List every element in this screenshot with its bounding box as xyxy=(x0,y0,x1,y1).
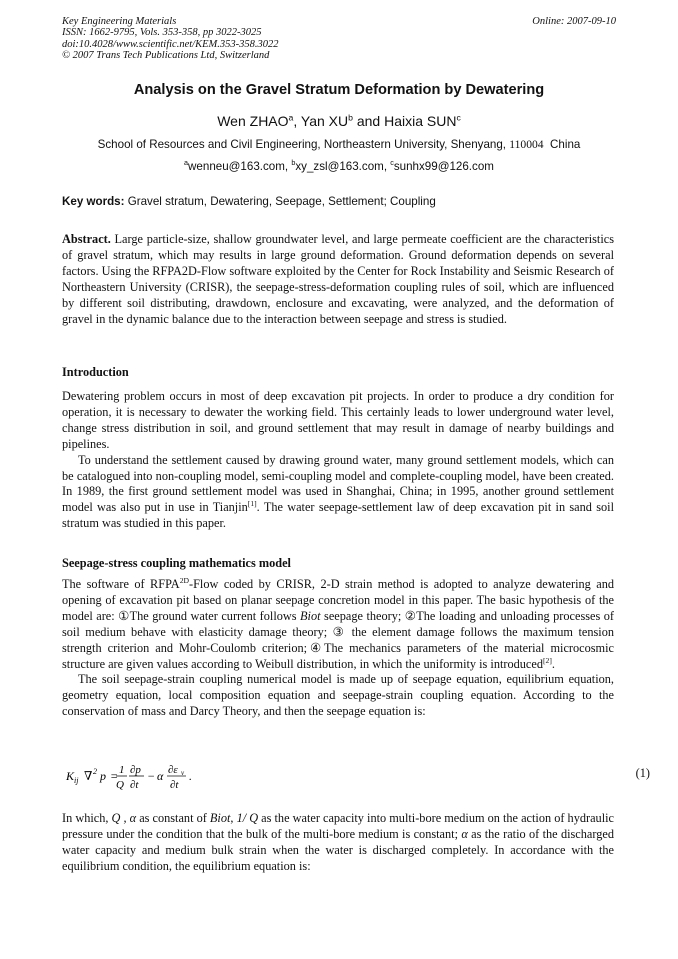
email-address[interactable]: wenneu@163.com xyxy=(188,160,285,173)
paragraph-text: To understand the settlement caused by drawing ground water, many ground settlement models, which can be catalogued into non-coupling model, semi-coupling model and complete-coupling model, have been created. In 1989, the first ground settlement model was used in Shanghai, China; in 1995, another ground settlement model was also put in use in Tianjin xyxy=(62,452,614,515)
author-list xyxy=(62,113,616,129)
paragraph-text: In which, xyxy=(62,811,112,825)
paragraph-text: as the water capacity into multi-bore medium on the action of hydraulic pressure under the condition that the bulk of the multi-bore medium is constant; xyxy=(62,811,614,841)
paragraph-text: as the ratio of the discharged water capacity and medium bulk strain when the water is discharged completely. In accordance with the equilibrium condition, the equilibrium equation is: xyxy=(62,826,614,873)
author-sup: a xyxy=(288,112,294,123)
email-sup: c xyxy=(390,158,394,168)
author-sup: b xyxy=(348,112,353,123)
eq-dot: . xyxy=(186,769,192,783)
affiliation xyxy=(62,138,616,151)
email-sup: b xyxy=(291,158,296,168)
eq-one: 1 xyxy=(119,764,125,776)
eq-minus: − xyxy=(144,769,159,783)
section-heading-seepage: Seepage-stress coupling mathematics model xyxy=(62,556,291,570)
abstract-text: Large particle-size, shallow groundwater level, and large permeate coefficient are the characteristics of gravel stratum, which may results in large ground deformation. Ground deformation depends on several factors. Using the RFPA2D-Flow software exploited by the Center for Rock Instability and Seismic Research of Northeastern University (CRISR), the seepage-stress-deformation coupling rules of soil, which are influenced by different soil distributing, drawdown, enclosure and excavating, were analyzed, and the deformation of gravel in the dynamic balance due to the interaction between seepage and stress is studied. xyxy=(62,232,615,326)
paragraph-text: , xyxy=(230,811,237,825)
author-name: Yan XU xyxy=(300,113,349,129)
journal-header xyxy=(62,16,616,62)
math-inline: α xyxy=(461,826,468,841)
paragraph xyxy=(62,577,614,672)
eq-squared: 2 xyxy=(93,767,97,776)
paragraph-text: . The water seepage-settlement law of deep excavation pit in sand soil stratum was studied in this paper. xyxy=(62,500,614,531)
affiliation-country: China xyxy=(550,138,581,151)
superscript: 2D xyxy=(179,575,189,585)
seepage-body xyxy=(62,577,614,720)
paragraph-text: . xyxy=(551,656,555,671)
eq-K: K xyxy=(66,769,75,783)
eq-dt: ∂t xyxy=(130,779,139,791)
math-inline: Q , α xyxy=(111,811,137,825)
section-heading-introduction: Introduction xyxy=(62,365,129,379)
paper-title: Analysis on the Gravel Stratum Deformation by Dewatering xyxy=(133,82,545,98)
paragraph: Dewatering problem occurs in most of deep excavation pit projects. In order to produce a dry condition for operation, it is necessary to dewater the working field. This certainly leads to lower underground water level, change stress distribution in soil, and ground settlement that may result in damage of nearby buildings and pipelines. xyxy=(62,389,614,451)
email-sep: , xyxy=(383,160,391,173)
equation-1 xyxy=(64,760,614,796)
issn-line: ISSN: 1662-9795, Vols. 353-358, pp 3022-3025 xyxy=(62,27,262,39)
abstract xyxy=(62,232,614,327)
eq-p: p xyxy=(100,769,106,783)
citation-ref[interactable]: [1] xyxy=(247,499,257,509)
keywords-text: Gravel stratum, Dewatering, Seepage, Settlement; Coupling xyxy=(127,195,436,208)
keywords xyxy=(62,195,616,208)
author-name: Haixia SUN xyxy=(384,113,457,129)
paragraph-text: The software of RFPA xyxy=(62,577,180,591)
email-list xyxy=(62,160,616,173)
eq-Q: Q xyxy=(116,779,124,791)
copyright-line: © 2007 Trans Tech Publications Ltd, Switzerland xyxy=(62,50,270,62)
doi-line[interactable]: doi:10.4028/www.scientific.net/KEM.353-358.3022 xyxy=(62,38,279,50)
author-sep: , xyxy=(293,113,301,129)
eq-deps: ∂ε xyxy=(168,764,178,776)
eq-dt: ∂t xyxy=(170,779,179,791)
email-address[interactable]: sunhx99@126.com xyxy=(393,160,494,173)
italic-term: Biot xyxy=(300,608,321,623)
online-date: Online: 2007-09-10 xyxy=(532,16,616,27)
paragraph-after-equation xyxy=(62,811,614,875)
citation-ref[interactable]: [2] xyxy=(542,655,552,665)
paragraph-text: seepage theory; ②The loading and unloading processes of soil medium behave with elasticity damage theory; ③ the element damage follows the maximum tension strength criterion and Mohr-Coulomb criterion;④The mechanics parameters of the material microcosmic structure are given values according to Weibull distribution, in which the uniformity is introduced xyxy=(62,608,614,671)
email-sup: a xyxy=(184,158,189,168)
author-sup: c xyxy=(456,112,461,123)
affiliation-postcode: 110004 xyxy=(509,138,544,151)
paragraph xyxy=(62,453,614,533)
equation-number: (1) xyxy=(635,766,650,780)
eq-nabla: ∇ xyxy=(84,769,93,783)
paragraph-text: -Flow coded by CRISR, 2-D strain method is adopted to analyze dewatering and opening of excavation pit based on planar seepage concretion model in this paper. The basic hypothesis of the model are: ①The ground water current follows xyxy=(62,577,614,623)
eq-equals: = xyxy=(107,769,122,783)
equation-svg xyxy=(64,760,264,796)
affiliation-text: School of Resources and Civil Engineering, Northeastern University, Shenyang, xyxy=(97,138,510,151)
eq-alpha: α xyxy=(157,769,164,783)
author-name: Wen ZHAO xyxy=(217,113,289,129)
eq-v: v xyxy=(181,769,185,777)
paragraph-text: as constant of xyxy=(136,811,210,825)
email-address[interactable]: xy_zsl@163.com xyxy=(295,160,384,173)
paragraph: The soil seepage-strain coupling numerical model is made up of seepage equation, equilibrium equation, geometry equation, local composition equation and seepage-strain coupling equation. According to the conservation of mass and Darcy Theory, and then the seepage equation is: xyxy=(62,672,614,719)
journal-name: Key Engineering Materials xyxy=(62,16,177,27)
abstract-label: Abstract. xyxy=(62,232,111,246)
eq-ij: ij xyxy=(74,776,79,785)
math-inline: 1/ Q xyxy=(236,811,259,825)
keywords-label: Key words: xyxy=(62,195,125,208)
introduction-body xyxy=(62,389,614,532)
italic-term: Biot xyxy=(209,811,231,825)
eq-dp: ∂p xyxy=(130,764,141,776)
author-sep: and xyxy=(352,113,385,129)
email-sep: , xyxy=(284,160,292,173)
